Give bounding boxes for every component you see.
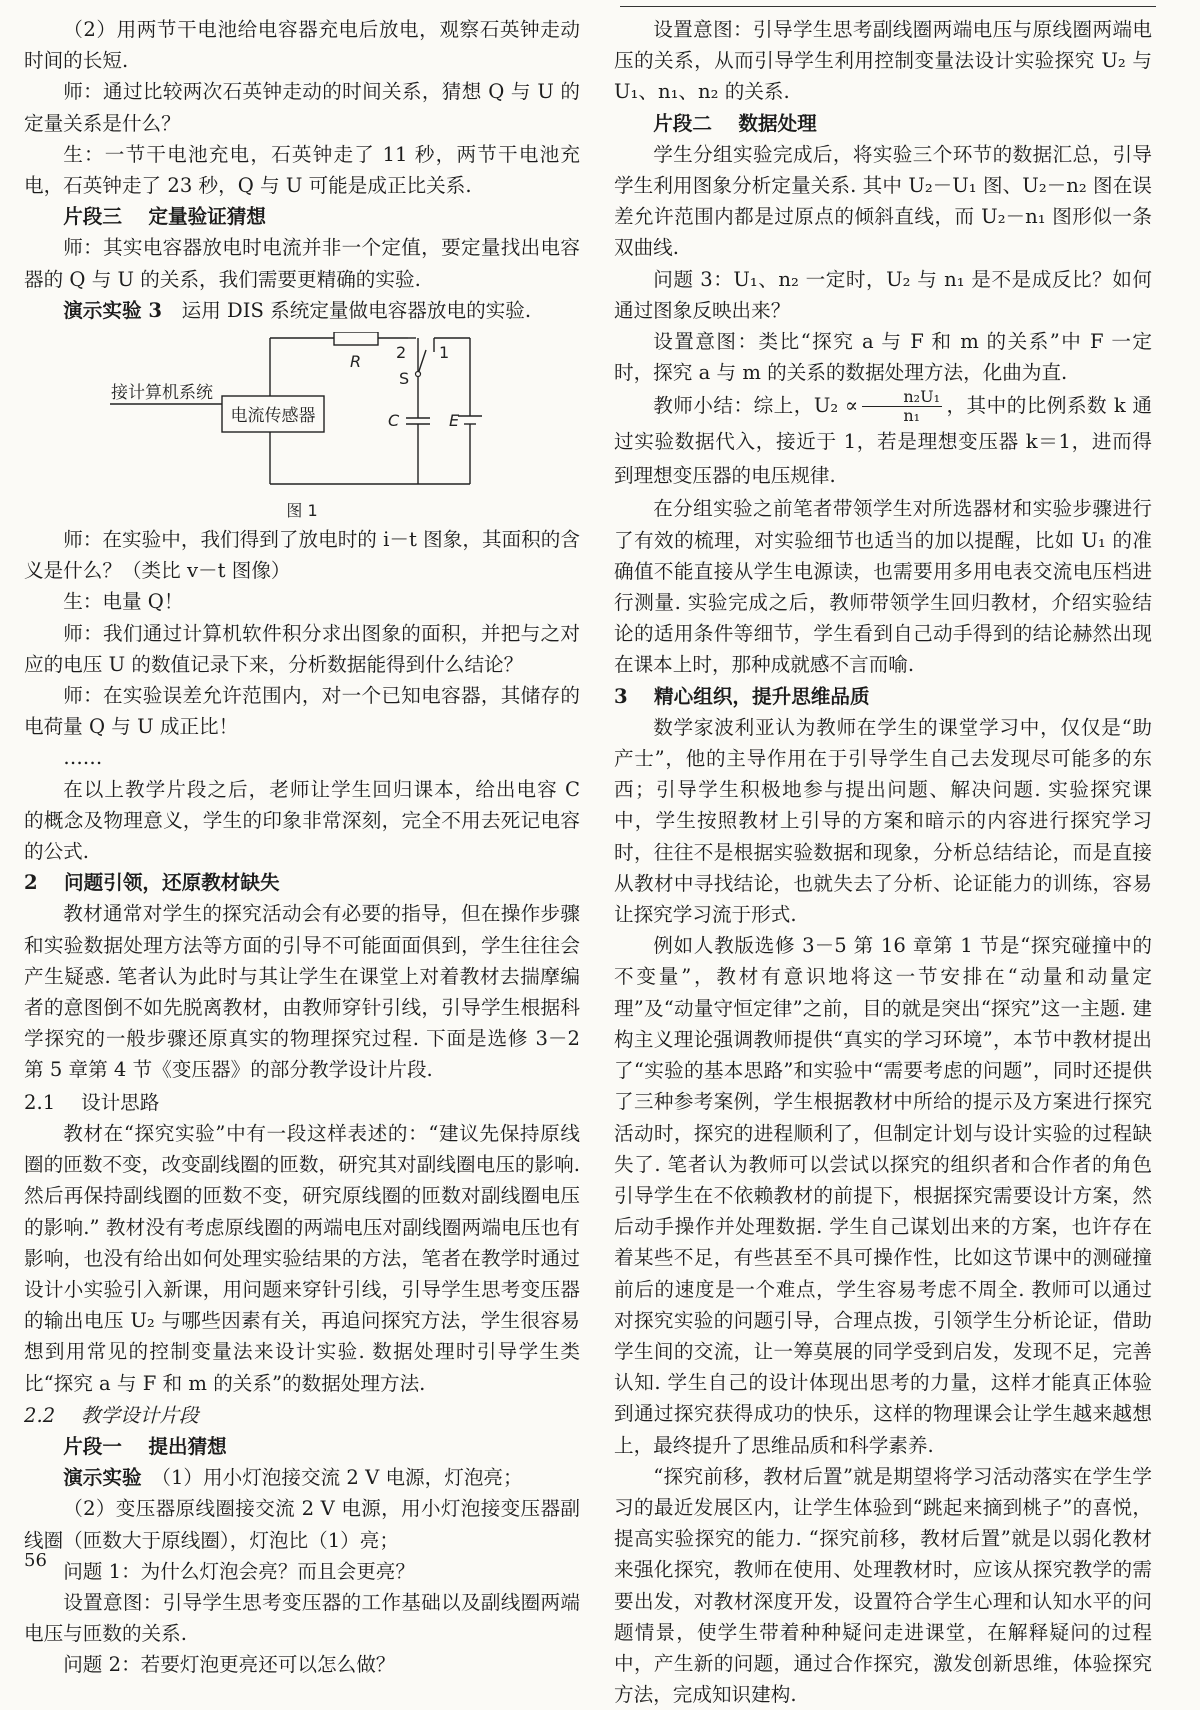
demo-label: 演示实验: [63, 1466, 142, 1490]
demo-experiment-3: [24, 295, 580, 326]
computer-system-label: 接计算机系统: [111, 383, 213, 404]
section-segment-2: 片段二 数据处理: [653, 111, 817, 135]
fraction-denominator: n₁: [903, 406, 921, 426]
teacher-summary: [614, 388, 1152, 493]
right-column: [614, 14, 1152, 1710]
paragraph: （2）用两节干电池给电容器充电后放电，观察石英钟走动时间的长短.: [24, 18, 580, 73]
paragraph: 生：一节干电池充电，石英钟走了 11 秒，两节干电池充电，石英钟走了 23 秒，Q 与 U 可能是成正比关系.: [24, 142, 580, 198]
paragraph: （2）变压器原线圈接交流 2 V 电源，用小灯泡接变压器副线圈（匝数大于原线圈），灯泡比（1）亮；: [24, 1497, 580, 1552]
paragraph: 师：通过比较两次石英钟走动的时间关系，猜想 Q 与 U 的定量关系是什么？: [24, 80, 580, 135]
paragraph: 师：在实验误差允许范围内，对一个已知电容器，其储存的电荷量 Q 与 U 成正比！: [24, 684, 580, 739]
circuit-figure: [24, 332, 580, 524]
question-2: 问题 2：若要灯泡更亮还可以怎么做？: [63, 1653, 396, 1677]
fraction-numerator: n₂U₁: [862, 388, 942, 407]
paragraph: 在分组实验之前笔者带领学生对所选器材和实验步骤进行了有效的梳理，对实验细节也适当的加以提醒，比如 U₁ 的准确值不能直接从学生电源读，也需要用多用电表交流电压档进行测量. 实验完成之后，教师带领学生回归教材，介绍实验结论的适用条件等细节，学生看到自己动手得到的结论赫然出现在课本上时，那种成就感不言而喻.: [614, 497, 1152, 677]
paragraph: 学生分组实验完成后，将实验三个环节的数据汇总，引导学生利用图象分析定量关系. 其中 U₂－U₁ 图、U₂－n₂ 图在误差允许范围内都是过原点的倾斜直线，而 U₂－n₁ 图形似一条双曲线.: [614, 142, 1152, 260]
question-3: 问题 3：U₁、n₂ 一定时，U₂ 与 n₁ 是不是成反比？如何通过图象反映出来？: [614, 267, 1152, 322]
demo-text: （1）用小灯泡接交流 2 V 电源，灯泡亮；: [141, 1466, 523, 1490]
paragraph: 师：我们通过计算机软件积分求出图象的面积，并把与之对应的电压 U 的数值记录下来，分析数据能得到什么结论？: [24, 621, 580, 676]
paragraph: 设置意图：引导学生思考变压器的工作基础以及副线圈两端电压与匝数的关系.: [24, 1590, 580, 1646]
resistor-label: R: [350, 352, 362, 372]
source-label: E: [449, 411, 460, 431]
demo-experiment: [24, 1462, 580, 1493]
circuit-diagram: [24, 332, 580, 524]
demo-label: 演示实验 3: [63, 298, 163, 322]
switch-terminal-1: 1: [439, 343, 450, 363]
section-heading-3: 3 精心组织，提升思维品质: [614, 684, 870, 708]
page-number: 56: [24, 1552, 47, 1567]
capacitor-label: C: [388, 411, 400, 431]
paragraph: “探究前移，教材后置”就是期望将学习活动落实在学生学习的最近发展区内，让学生体验到“跳起来摘到桃子”的喜悦，提高实验探究的能力. “探究前移，教材后置”就是以弱化教材来强化探究，教师在使用、处理教材时，应该从探究教学的需要出发，对教材深度开发，设置符合学生心理和认知水平的问题情景，使学生带着种种疑问走进课堂，在解释疑问的过程中，产生新的问题，通过合作探究，激发创新思维，体验探究方法，完成知识建构.: [614, 1464, 1152, 1707]
current-sensor-label: 电流传感器: [230, 406, 316, 427]
paragraph: 师：其实电容器放电时电流并非一个定值，要定量找出电容器的 Q 与 U 的关系，我们需要更精确的实验.: [24, 236, 580, 291]
demo-text: 运用 DIS 系统定量做电容器放电的实验.: [162, 298, 532, 322]
paragraph: 设置意图：类比“探究 a 与 F 和 m 的关系”中 F 一定时，探究 a 与 m 的关系的数据处理方法，化曲为直.: [614, 330, 1152, 385]
switch-label: S: [399, 369, 410, 389]
left-column: [24, 14, 580, 1681]
subsection-heading-2-1: 2.1 设计思路: [24, 1090, 160, 1114]
paragraph: 教材在“探究实验”中有一段这样表述的：“建议先保持原线圈的匝数不变，改变副线圈的匝数，研究其对副线圈电压的影响. 然后再保持副线圈的匝数不变，研究原线圈的匝数对副线圈电压的影响.” 教材没有考虑原线圈的两端电压对副线圈两端电压也有影响，也没有给出如何处理实验结果的方法，笔者在教学时通过设计小实验引入新课，用问题来穿针引线，引导学生思考变压器的输出电压 U₂ 与哪些因素有关，再追问探究方法，学生很容易想到用常见的控制变量法来设计实验. 数据处理时引导学生类比“探究 a 与 F 和 m 的关系”的数据处理方法.: [24, 1121, 580, 1395]
paragraph: 例如人教版选修 3－5 第 16 章第 1 节是“探究碰撞中的不变量”，教材有意识地将这一节安排在“动量和动量定理”及“动量守恒定律”之前，目的就是突出“探究”这一主题. 建构主义理论强调教师提供“真实的学习环境”，本节中教材提出了“实验的基本思路”和实验中“需要考虑的问题”，同时还提供了三种参考案例，学生根据教材中所给的提示及方案进行探究活动时，探究的进程顺利了，但制定计划与设计实验的过程缺失了. 笔者认为教师可以尝试以探究的组织者和合作者的角色引导学生在不依赖教材的前提下，根据探究需要设计方案，然后动手操作并处理数据. 学生自己谋划出来的方案，也许存在着某些不足，有些甚至不具可操作性，比如这节课中的测碰撞前后的速度是一个难点，学生容易考虑不周全. 教师可以通过对探究实验的问题引导，合理点拨，引领学生分析论证，借助学生间的交流，让一筹莫展的同学受到启发，发现不足，完善认知. 学生自己的设计体现出思考的力量，这样才能真正体验到通过探究获得成功的快乐，这样的物理课会让学生越来越想上，最终提升了思维品质和科学素养.: [614, 934, 1152, 1457]
paragraph: 生：电量 Q！: [63, 590, 184, 614]
question-1: 问题 1：为什么灯泡会亮？而且会更亮？: [63, 1559, 415, 1583]
summary-text-a: 教师小结：综上，U₂ ∝: [653, 394, 859, 418]
summary-text-b: ，其中的比例系数 k 通过实验数据代入，接近于 1，若是理想变压器 k＝1，进而得到理想变压器的电压规律.: [614, 394, 1152, 488]
subsection-heading-2-2: 2.2 教学设计片段: [24, 1403, 199, 1427]
ellipsis: ……: [63, 746, 103, 770]
section-segment-3: 片段三 定量验证猜想: [63, 205, 266, 229]
section-heading-2: 2 问题引领，还原教材缺失: [24, 871, 280, 895]
paragraph: 设置意图：引导学生思考副线圈两端电压与原线圈两端电压的关系，从而引导学生利用控制变量法设计实验探究 U₂ 与 U₁、n₁、n₂ 的关系.: [614, 18, 1152, 104]
switch-terminal-2: 2: [396, 343, 407, 363]
figure-caption: 图 1: [286, 501, 318, 521]
paragraph: 师：在实验中，我们得到了放电时的 i－t 图象，其面积的含义是什么？（类比 v－t 图像）: [24, 528, 580, 583]
paragraph: 数学家波利亚认为教师在学生的课堂学习中，仅仅是“助产士”，他的主导作用在于引导学生自己去发现尽可能多的东西；引导学生积极地参与提出问题、解决问题. 实验探究课中，学生按照教材上引导的方案和暗示的内容进行探究学习时，往往不是根据实验数据和现象，分析总结结论，而是直接从教材中寻找结论，也就失去了分析、论证能力的训练，容易让探究学习流于形式.: [614, 715, 1152, 927]
formula-fraction: [862, 388, 942, 425]
paragraph: 在以上教学片段之后，老师让学生回归课本，给出电容 C 的概念及物理意义，学生的印象非常深刻，完全不用去死记电容的公式.: [24, 777, 580, 864]
paragraph: 教材通常对学生的探究活动会有必要的指导，但在操作步骤和实验数据处理方法等方面的引导不可能面面俱到，学生往往会产生疑惑. 笔者认为此时与其让学生在课堂上对着教材去揣摩编者的意图倒不如先脱离教材，由教师穿针引线，引导学生根据科学探究的一般步骤还原真实的物理探究过程. 下面是选修 3－2 第 5 章第 4 节《变压器》的部分教学设计片段.: [24, 902, 580, 1082]
section-segment-1: 片段一 提出猜想: [63, 1434, 227, 1458]
header-rule: [620, 6, 1156, 7]
